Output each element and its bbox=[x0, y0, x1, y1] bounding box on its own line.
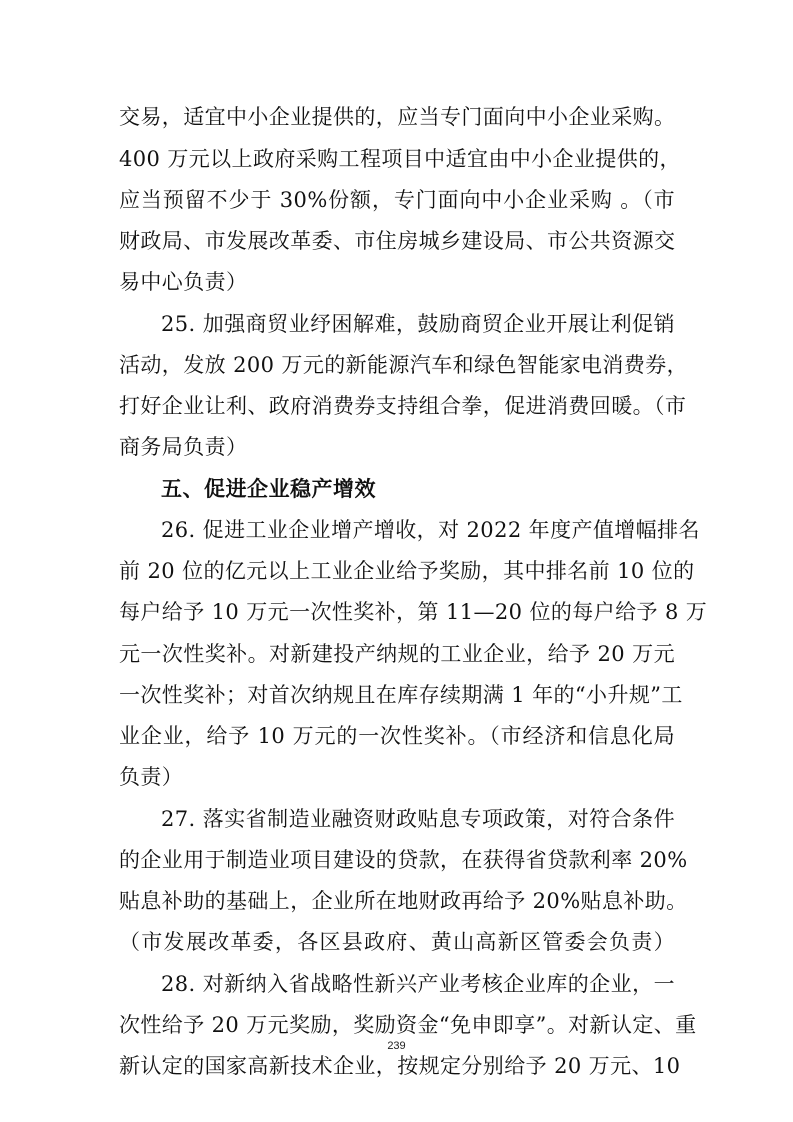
paragraph-start-26: 26. 促进工业企业增产增收，对 2022 年度产值增幅排名 bbox=[161, 518, 700, 542]
text-line: 次性给予 20 万元奖励，奖励资金“免申即享”。对新认定、重 bbox=[119, 1013, 697, 1037]
text-line: 交易，适宜中小企业提供的，应当专门面向中小企业采购。 bbox=[119, 105, 676, 129]
text-line: 打好企业让利、政府消费券支持组合拳，促进消费回暖。（市 bbox=[119, 394, 687, 418]
text-line: 财政局、市发展改革委、市住房城乡建设局、市公共资源交 bbox=[119, 229, 676, 253]
text-line: 贴息补助的基础上，企业所在地财政再给予 20%贴息补助。 bbox=[119, 889, 688, 913]
paragraph-start-27: 27. 落实省制造业融资财政贴息专项政策，对符合条件 bbox=[161, 807, 675, 831]
page-number: 239 bbox=[387, 1040, 406, 1052]
text-line: 商务局负责） bbox=[119, 435, 248, 459]
section-heading: 五、促进企业稳产增效 bbox=[161, 477, 376, 501]
text-line: 活动，发放 200 万元的新能源汽车和绿色智能家电消费券， bbox=[119, 353, 689, 377]
paragraph-start-25: 25. 加强商贸业纾困解难，鼓励商贸企业开展让利促销 bbox=[161, 312, 675, 336]
text-line: 的企业用于制造业项目建设的贷款，在获得省贷款利率 20% bbox=[119, 848, 688, 872]
text-line: 易中心负责） bbox=[119, 270, 248, 294]
text-line: 每户给予 10 万元一次性奖补，第 11—20 位的每户给予 8 万 bbox=[119, 600, 708, 624]
text-line: 元一次性奖补。对新建投产纳规的工业企业，给予 20 万元 bbox=[119, 642, 675, 666]
paragraph-start-28: 28. 对新纳入省战略性新兴产业考核企业库的企业，一 bbox=[161, 972, 675, 996]
text-line: 应当预留不少于 30%份额，专门面向中小企业采购 。（市 bbox=[119, 188, 675, 212]
text-line: 业企业，给予 10 万元的一次性奖补。（市经济和信息化局 bbox=[119, 724, 675, 748]
text-line: （市发展改革委，各区县政府、黄山高新区管委会负责） bbox=[119, 930, 675, 954]
text-line: 400 万元以上政府采购工程项目中适宜由中小企业提供的， bbox=[119, 147, 681, 171]
text-line: 新认定的国家高新技术企业，按规定分别给予 20 万元、10 bbox=[119, 1054, 681, 1078]
text-line: 负责） bbox=[119, 765, 184, 789]
text-line: 一次性奖补；对首次纳规且在库存续期满 1 年的“小升规”工 bbox=[119, 683, 683, 707]
text-line: 前 20 位的亿元以上工业企业给予奖励，其中排名前 10 位的 bbox=[119, 559, 695, 583]
